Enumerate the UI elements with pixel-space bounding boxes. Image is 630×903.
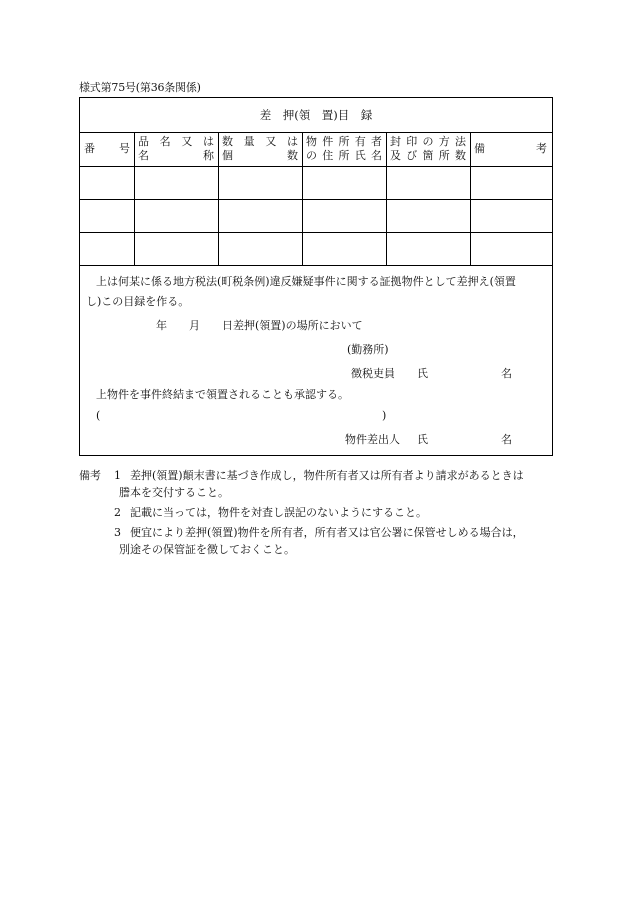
office-label: (勤務所) — [347, 343, 389, 356]
submitter-name-label: 名 — [501, 433, 512, 446]
column-divider — [134, 132, 135, 265]
header-remarks: 備 考 — [474, 142, 547, 155]
header-quantity: 数 量 又 は 個 数 — [222, 135, 298, 162]
declaration-line-1: 上は何某に係る地方税法(町税条例)違反嫌疑事件に関する証拠物件として差押え(領置 — [96, 275, 516, 288]
header-number-text: 番 号 — [84, 142, 130, 155]
note-number: 3 — [114, 526, 121, 539]
note-number: 2 — [114, 506, 121, 519]
submitter-name-label: 氏 — [417, 433, 428, 446]
officer-name-label: 名 — [501, 367, 512, 380]
column-divider — [470, 132, 471, 265]
note-text: 差押(領置)顛末書に基づき作成し，物件所有者又は所有者より請求があるときは — [130, 469, 524, 482]
note-text: 別途その保管証を徴しておくこと。 — [119, 543, 295, 556]
form-title: 差 押(領 置)目 録 — [80, 98, 552, 133]
table-row — [80, 199, 552, 233]
note-text: 記載に当っては，物件を対査し誤記のないようにすること。 — [130, 506, 427, 519]
header-seal-method: 封 印 の 方 法 及 び 箇 所 数 — [390, 135, 466, 162]
column-divider — [302, 132, 303, 265]
column-divider — [386, 132, 387, 265]
header-number — [80, 132, 134, 166]
notes-prefix: 備考 — [79, 469, 101, 482]
consent-line: 上物件を事件終結まで領置されることも承認する。 — [96, 388, 349, 401]
paren-open: ( — [96, 409, 101, 422]
form-number-label: 様式第75号(第36条関係) — [79, 81, 201, 94]
note-text: 便宜により差押(領置)物件を所有者，所有者又は官公署に保管せしめる場合は， — [130, 526, 524, 539]
table-row — [80, 166, 552, 200]
header-owner: 物 件 所 有 者 の 住 所 氏 名 — [306, 135, 382, 162]
declaration-line-2: し)この目録を作る。 — [86, 295, 190, 308]
note-number: 1 — [114, 469, 121, 482]
column-divider — [218, 132, 219, 265]
table-header-row — [80, 132, 552, 167]
note-text: 謄本を交付すること。 — [119, 486, 229, 499]
tax-officer-label: 徴税吏員 — [351, 367, 395, 380]
submitter-label: 物件差出人 — [345, 433, 400, 446]
officer-name-label: 氏 — [417, 367, 428, 380]
table-row — [80, 232, 552, 266]
header-item-name: 品 名 又 は 名 称 — [138, 135, 214, 162]
date-line: 年 月 日差押(領置)の場所において — [156, 319, 363, 332]
paren-close: ) — [382, 409, 387, 422]
seizure-inventory-form — [79, 97, 553, 456]
